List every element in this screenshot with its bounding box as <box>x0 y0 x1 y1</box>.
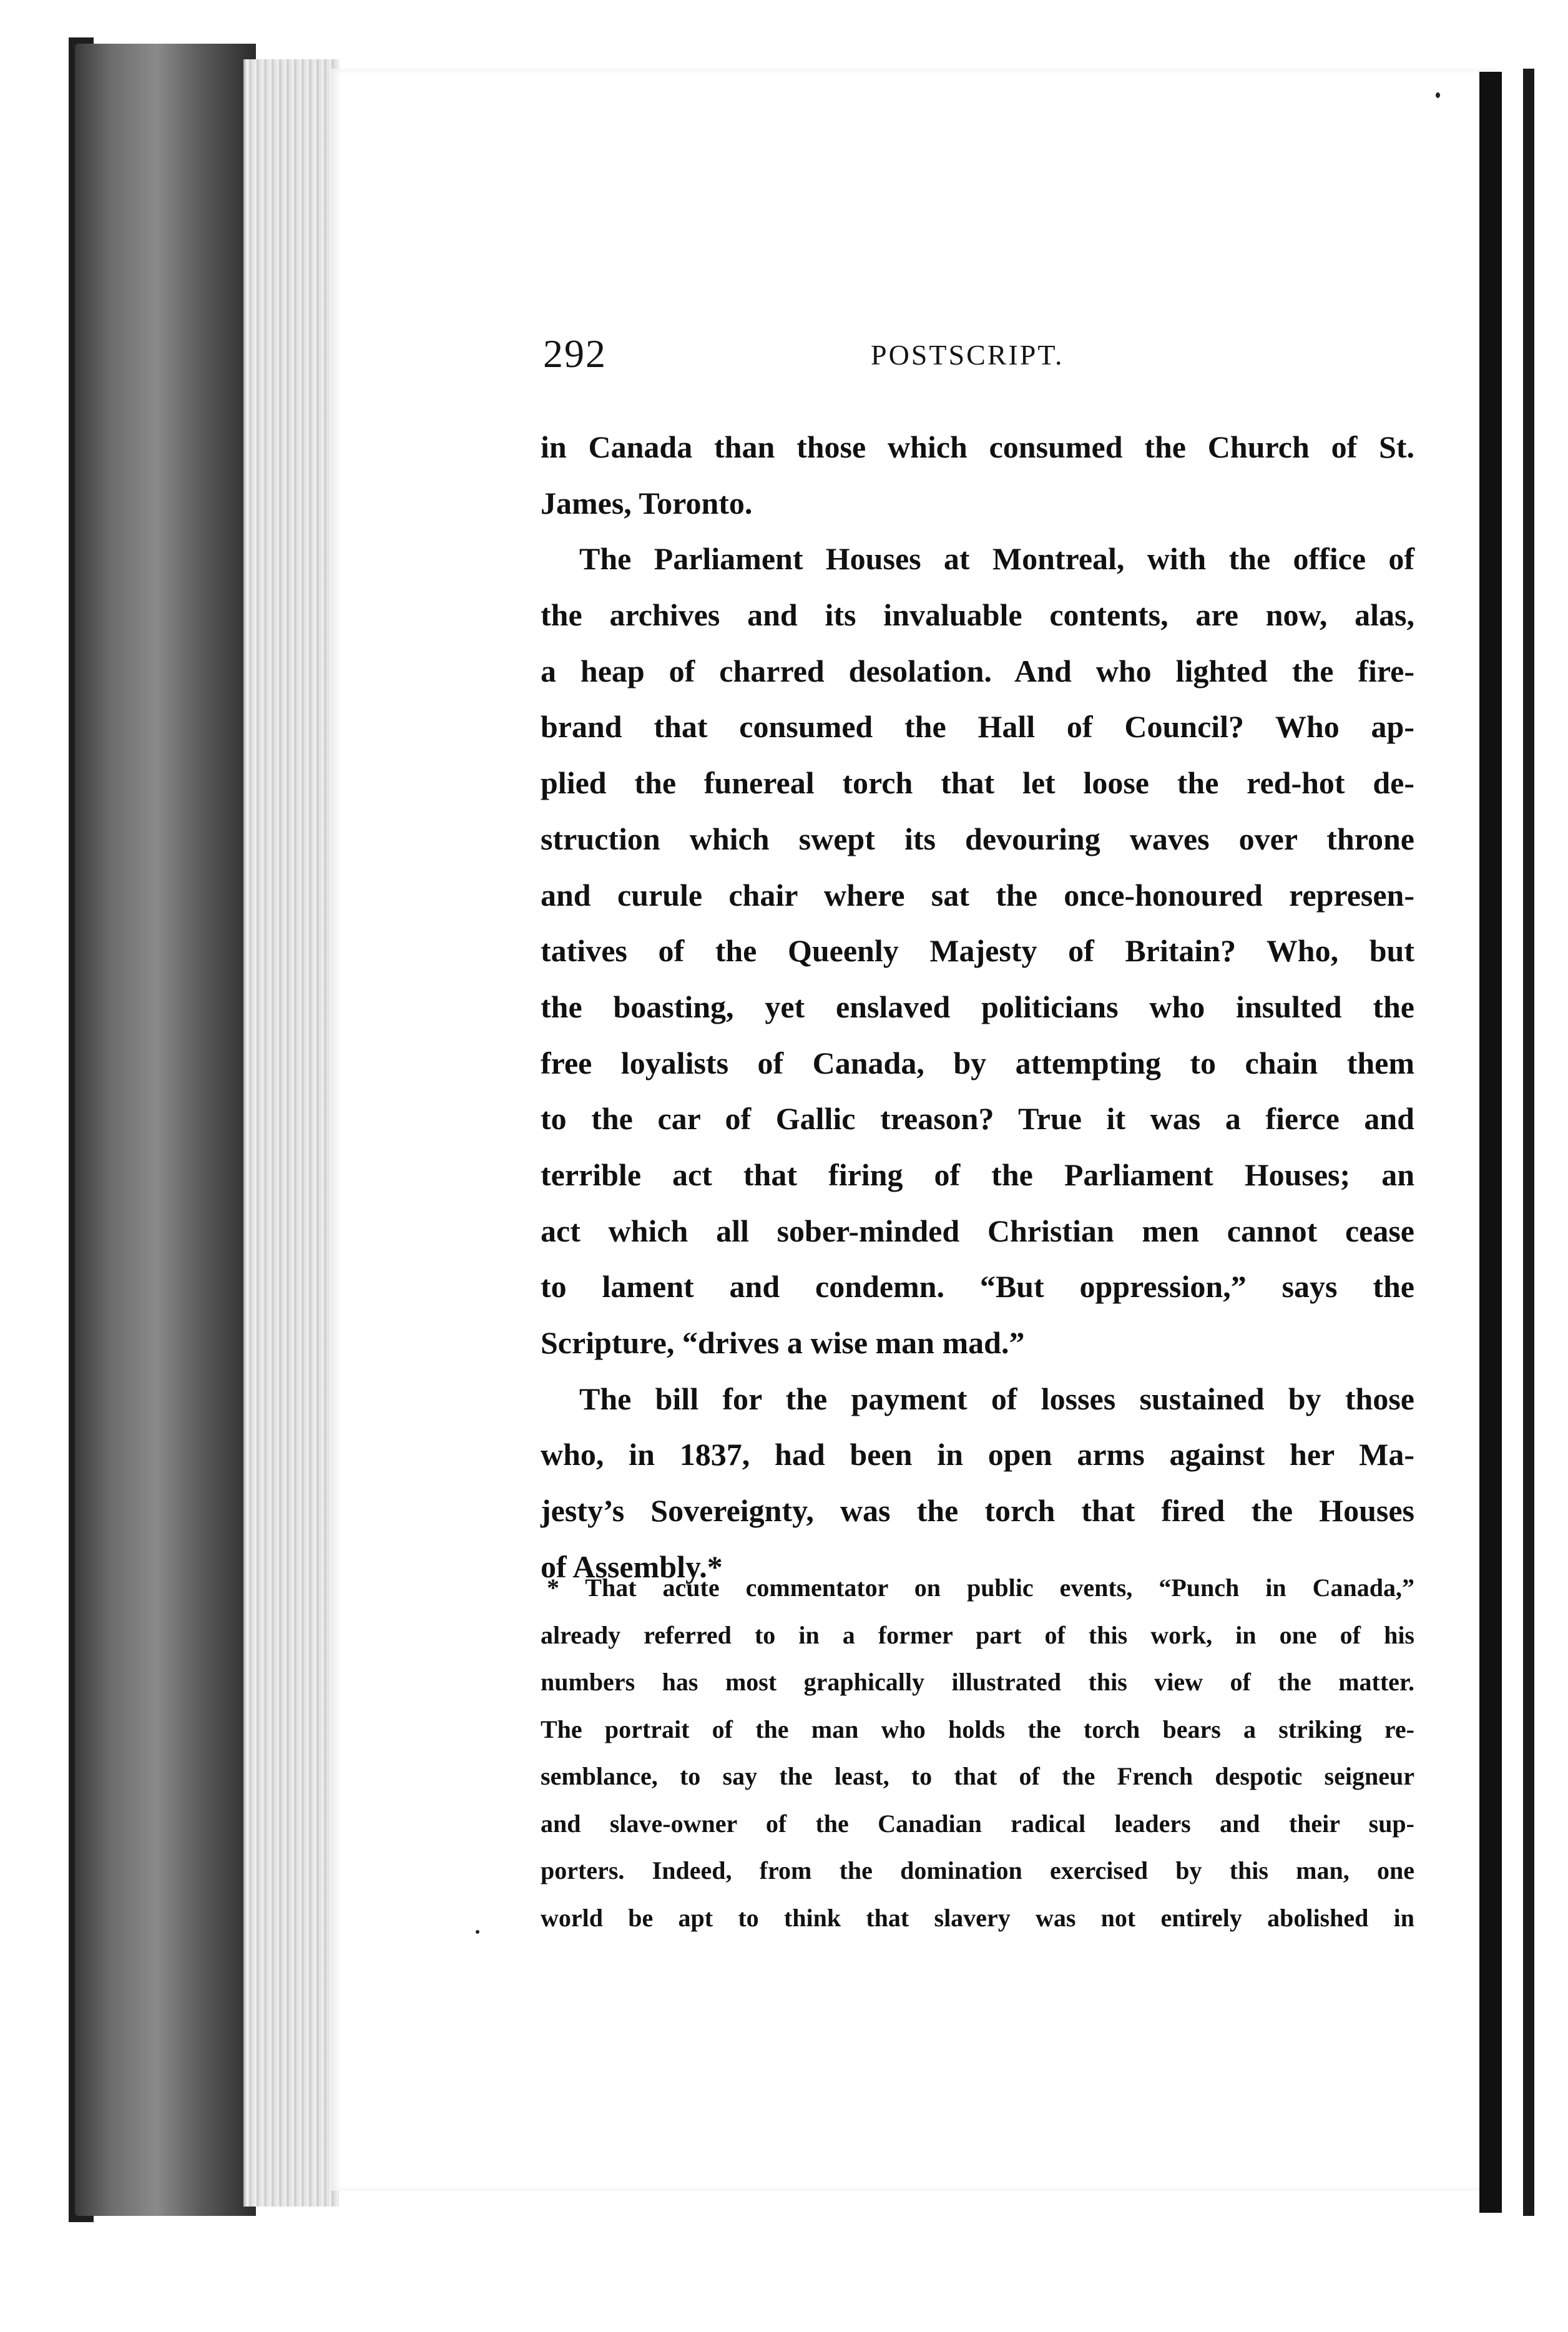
footnote-line: porters. Indeed, from the domination exercised by this man, one <box>541 1856 1414 1884</box>
page-number: 292 <box>543 331 607 376</box>
footnote-line: semblance, to say the least, to that of the French despotic seigneur <box>541 1762 1414 1790</box>
dust-speck <box>1436 92 1440 98</box>
footnote-line: world be apt to think that slavery was not entirely abolished in <box>541 1903 1414 1932</box>
right-page-edge <box>1479 72 1502 2213</box>
dust-speck <box>476 1930 479 1934</box>
body-line: brand that consumed the Hall of Council? Who ap- <box>541 709 1414 745</box>
body-line: a heap of charred desolation. And who lighted the fire- <box>541 653 1414 688</box>
body-text <box>541 419 1414 1595</box>
body-line: struction which swept its devouring waves over throne <box>541 821 1414 856</box>
body-line: act which all sober-minded Christian men cannot cease <box>541 1213 1414 1248</box>
body-line: The Parliament Houses at Montreal, with the office of <box>579 541 1414 577</box>
page-header <box>543 331 1417 387</box>
body-line: of Assembly.* <box>541 1549 723 1584</box>
body-line: in Canada than those which consumed the Church of St. <box>541 429 1414 464</box>
body-line: The bill for the payment of losses sustained by those <box>579 1381 1414 1416</box>
footnote-line: * That acute commentator on public events, “Punch in Canada,” <box>547 1574 1414 1602</box>
body-line: tatives of the Queenly Majesty of Britain? Who, but <box>541 933 1414 969</box>
body-line: who, in 1837, had been in open arms against her Ma- <box>541 1437 1414 1472</box>
footnote-line: numbers has most graphically illustrated this view of the matter. <box>541 1668 1414 1696</box>
footnote-line: The portrait of the man who holds the torch bears a striking re- <box>541 1715 1414 1743</box>
body-line: the boasting, yet enslaved politicians who insulted the <box>541 989 1414 1024</box>
running-head: POSTSCRIPT. <box>871 339 1064 371</box>
body-line: to lament and condemn. “But oppression,” says the <box>541 1269 1414 1305</box>
body-line: James, Toronto. <box>541 485 753 521</box>
body-line: terrible act that firing of the Parliament Houses; an <box>541 1157 1414 1192</box>
footnote <box>541 1564 1414 1941</box>
body-line: plied the funereal torch that let loose the red-hot de- <box>541 765 1414 801</box>
body-line: to the car of Gallic treason? True it was a fierce and <box>541 1101 1414 1137</box>
footnote-line: already referred to in a former part of this work, in one of his <box>541 1620 1414 1649</box>
right-scan-border <box>1523 69 1534 2216</box>
body-line: and curule chair where sat the once-honoured represen- <box>541 877 1414 913</box>
page-stack-edge <box>243 59 339 2207</box>
body-line: jesty’s Sovereignty, was the torch that fired the Houses <box>541 1493 1414 1529</box>
body-line: Scripture, “drives a wise man mad.” <box>541 1325 1025 1360</box>
footnote-line: and slave-owner of the Canadian radical leaders and their sup- <box>541 1809 1414 1838</box>
book-binding <box>75 44 256 2216</box>
body-line: the archives and its invaluable contents, are now, alas, <box>541 597 1414 633</box>
body-line: free loyalists of Canada, by attempting to chain them <box>541 1045 1414 1080</box>
